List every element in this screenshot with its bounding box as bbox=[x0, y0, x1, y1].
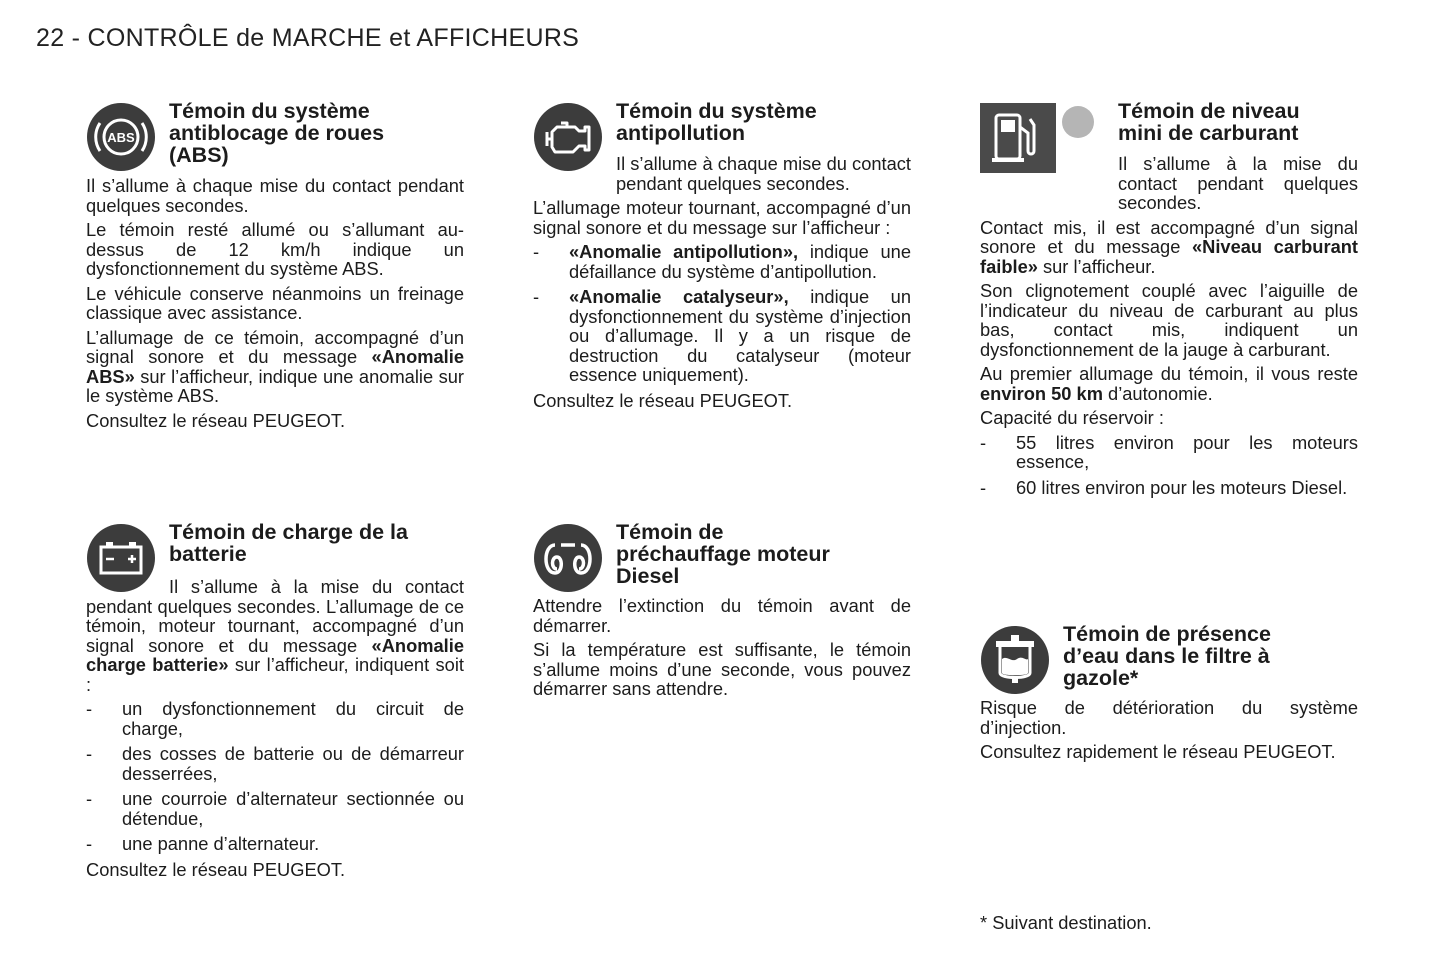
abs-paragraph-3: Le véhicule conserve néanmoins un freinage classique avec assistance. bbox=[86, 282, 464, 323]
battery-section bbox=[86, 521, 464, 879]
abs-section bbox=[86, 100, 464, 430]
abs-paragraph-1: Il s’allume à chaque mise du contact pendant quelques secondes. bbox=[86, 175, 464, 216]
svg-text:ABS: ABS bbox=[107, 130, 135, 145]
abs-warning-icon bbox=[86, 102, 156, 172]
water-paragraph-2: Consultez rapidement le réseau PEUGEOT. bbox=[980, 741, 1336, 762]
battery-warning-icon bbox=[86, 523, 156, 593]
pollution-title-line2: antipollution bbox=[616, 121, 745, 145]
abs-paragraph-4: L’allumage de ce témoin, accompagné d’un signal sonore et du message «Anomalie ABS» sur l’afficheur, indique une anomalie sur le système ABS. bbox=[86, 326, 464, 406]
battery-paragraph-2: Consultez le réseau PEUGEOT. bbox=[86, 858, 346, 880]
list-item: - un dysfonctionnement du circuit de charge, bbox=[86, 698, 464, 739]
list-item: - des cosses de batterie ou de démarreur desserrées, bbox=[86, 743, 464, 784]
list-item: - «Anomalie catalyseur», indique un dysfonctionnement du système d’injection ou d’allumage. Il y a un risque de destruction du catalyseur (moteur essence uniquement). bbox=[533, 286, 911, 385]
preheat-paragraph-1: Attendre l’extinction du témoin avant de démarrer. bbox=[533, 595, 911, 636]
battery-causes-list bbox=[86, 699, 464, 854]
pollution-messages-list bbox=[533, 242, 911, 385]
battery-title-line1: Témoin de charge de la bbox=[169, 520, 408, 544]
abs-title-line2: antiblocage de roues bbox=[169, 121, 385, 145]
pollution-paragraph-3: Consultez le réseau PEUGEOT. bbox=[533, 389, 793, 411]
pollution-section bbox=[533, 100, 911, 410]
fuel-title-line1: Témoin de niveau bbox=[1118, 99, 1300, 123]
water-title-line2: d’eau dans le filtre à bbox=[1063, 644, 1270, 668]
preheat-title-line2: préchauffage moteur bbox=[616, 542, 830, 566]
battery-paragraph-1: Il s’allume à la mise du contact pendant quelques secondes. L’allumage de ce témoin, moteur tournant, accompagné d’un signal sonore et du message «Anomalie charge batterie» sur l’afficheur, indiquent soit : bbox=[86, 576, 464, 695]
abs-message: «Anomalie ABS» bbox=[86, 346, 464, 387]
engine-warning-icon bbox=[533, 102, 603, 172]
pollution-paragraph-2: L’allumage moteur tournant, accompagné d’un signal sonore et du message sur l’afficheur : bbox=[533, 197, 911, 238]
water-title-line3: gazole* bbox=[1063, 666, 1139, 690]
water-section bbox=[980, 623, 1358, 762]
list-item: - une panne d’alternateur. bbox=[86, 833, 320, 854]
preheat-title-line1: Témoin de bbox=[616, 520, 724, 544]
indicator-dot-icon bbox=[1061, 105, 1095, 139]
preheat-title-line3: Diesel bbox=[616, 564, 680, 588]
abs-title-line1: Témoin du système bbox=[169, 99, 370, 123]
pollution-paragraph-1: Il s’allume à chaque mise du contact pendant quelques secondes. bbox=[616, 153, 911, 194]
footnote: * Suivant destination. bbox=[980, 912, 1152, 933]
battery-title-line2: batterie bbox=[169, 542, 247, 566]
water-paragraph-1: Risque de détérioration du système d’injection. bbox=[980, 697, 1358, 738]
fuel-section bbox=[980, 100, 1358, 503]
fuel-capacity-list bbox=[980, 433, 1358, 498]
abs-paragraph-2: Le témoin resté allumé ou s’allumant au-dessus de 12 km/h indique un dysfonctionnement du système ABS. bbox=[86, 219, 464, 279]
list-item: - 55 litres environ pour les moteurs essence, bbox=[980, 431, 1358, 472]
pollution-title-line1: Témoin du système bbox=[616, 99, 817, 123]
abs-title-line3: (ABS) bbox=[169, 143, 229, 167]
fuel-pump-icon bbox=[980, 103, 1056, 173]
fuel-paragraph-5: Capacité du réservoir : bbox=[980, 407, 1164, 428]
fuel-message: «Niveau carburant faible» bbox=[980, 236, 1358, 277]
battery-message: «Anomalie charge batterie» bbox=[86, 634, 464, 675]
list-item: - une courroie d’alternateur sectionnée ou détendue, bbox=[86, 788, 464, 829]
water-in-fuel-filter-icon bbox=[980, 625, 1050, 695]
fuel-title-line2: mini de carburant bbox=[1118, 121, 1299, 145]
fuel-paragraph-2: Contact mis, il est accompagné d’un signal sonore et du message «Niveau carburant faible» sur l’afficheur. bbox=[980, 216, 1358, 277]
list-item: - 60 litres environ pour les moteurs Diesel. bbox=[980, 476, 1348, 498]
fuel-paragraph-1: Il s’allume à la mise du contact pendant quelques secondes. bbox=[1118, 153, 1358, 213]
fuel-paragraph-3: Son clignotement couplé avec l’aiguille de l’indicateur du niveau de carburant au plus bas, contact mis, indiquent un dysfonctionnement de la jauge à carburant. bbox=[980, 280, 1358, 360]
water-title-line1: Témoin de présence bbox=[1063, 622, 1271, 646]
glow-plug-icon bbox=[533, 523, 603, 593]
preheat-section bbox=[533, 521, 911, 699]
list-item: - «Anomalie antipollution», indique une défaillance du système d’antipollution. bbox=[533, 241, 912, 282]
abs-paragraph-5: Consultez le réseau PEUGEOT. bbox=[86, 409, 346, 431]
preheat-paragraph-2: Si la température est suffisante, le témoin s’allume moins d’une seconde, vous pouvez démarrer sans attendre. bbox=[533, 639, 911, 699]
fuel-range: environ 50 km bbox=[980, 382, 1103, 404]
page-title: 22 - CONTRÔLE de MARCHE et AFFICHEURS bbox=[36, 24, 580, 52]
fuel-paragraph-4: Au premier allumage du témoin, il vous reste environ 50 km d’autonomie. bbox=[980, 363, 1358, 404]
